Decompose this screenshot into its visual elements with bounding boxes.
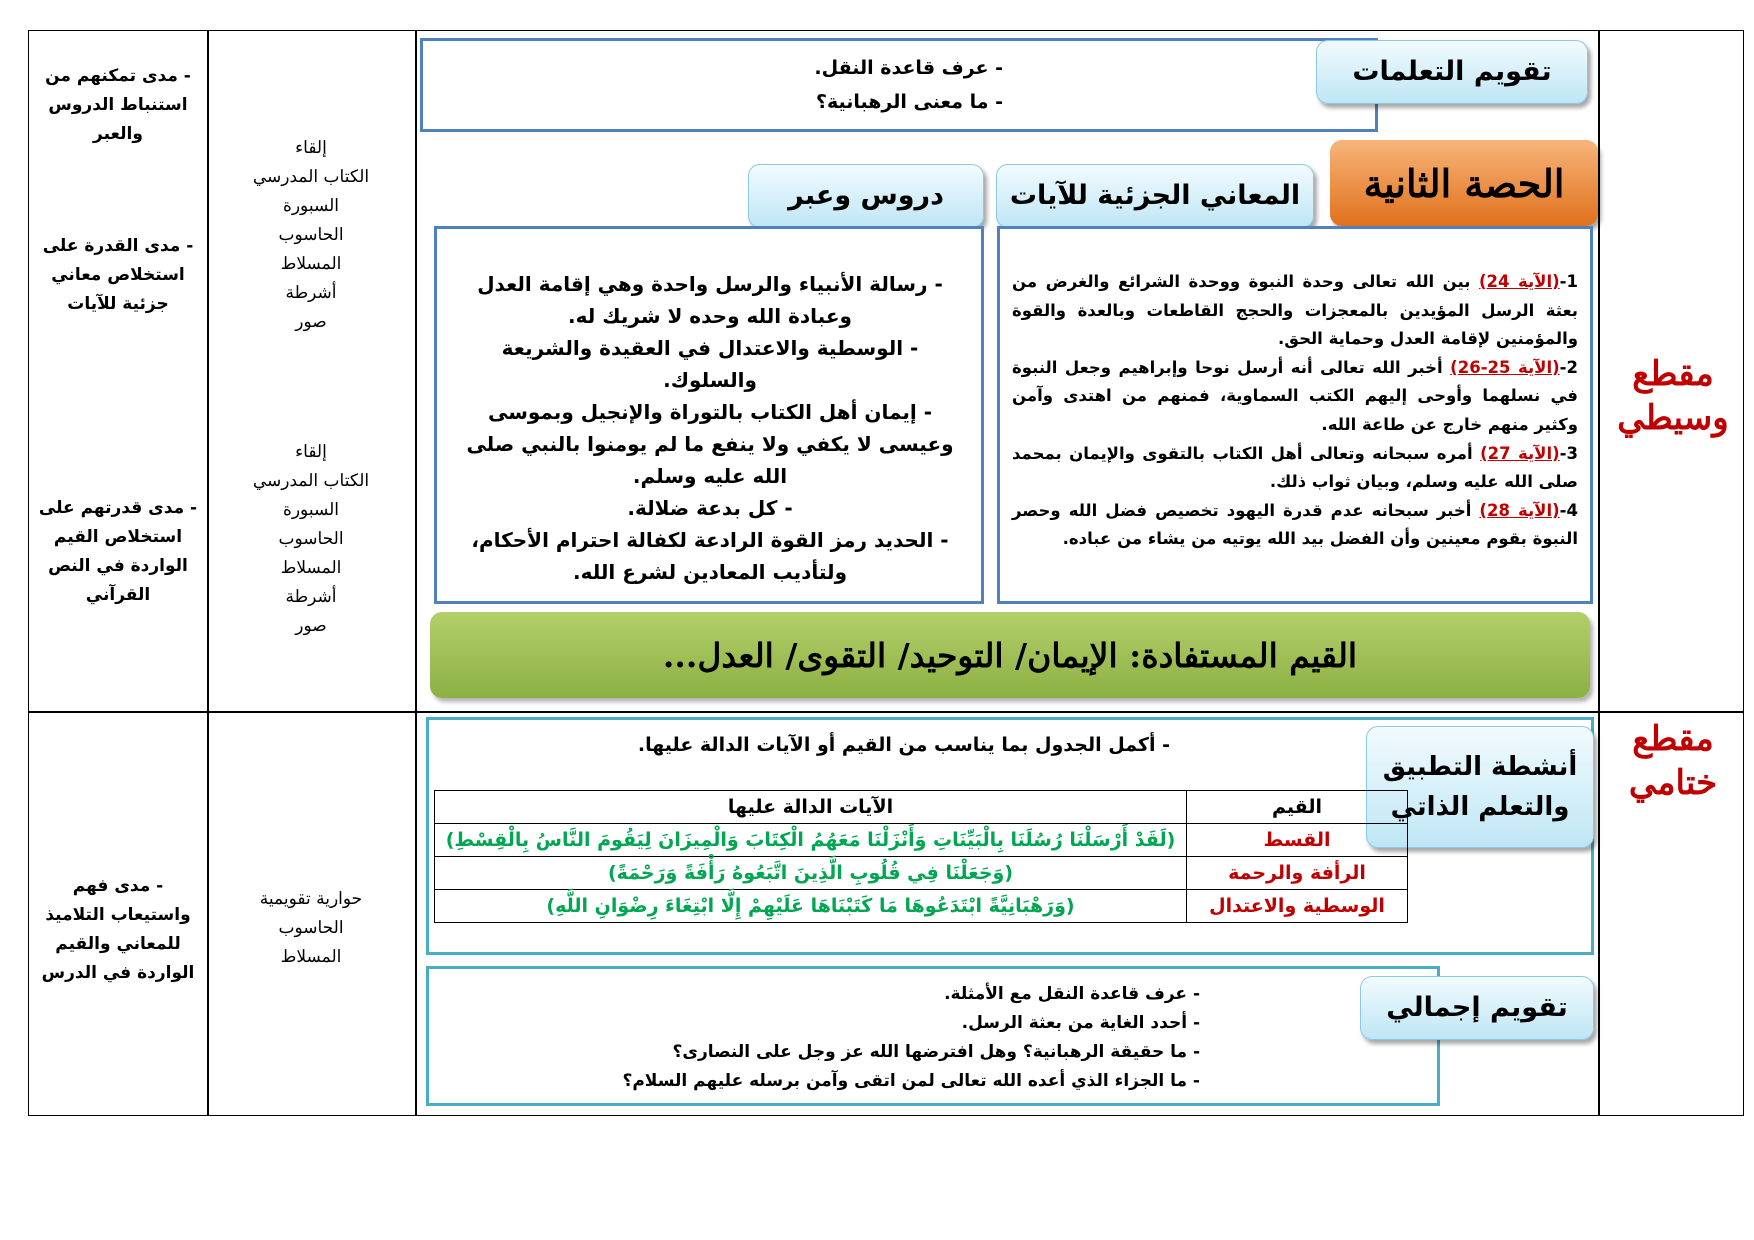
tool-item: صور xyxy=(295,312,327,332)
summative-item: - ما حقيقة الرهبانية؟ وهل افترضها الله عز وجل على النصارى؟ xyxy=(672,1042,1200,1062)
value-cell: الوسطية والاعتدال xyxy=(1187,890,1408,923)
row-divider xyxy=(28,711,1744,713)
summative-item: - أحدد الغاية من بعثة الرسل. xyxy=(961,1013,1200,1033)
tool-item: الكتاب المدرسي xyxy=(252,167,370,187)
verse-cell: (وَجَعَلْنَا فِي قُلُوبِ الَّذِينَ اتَّبَعُوهُ رَأْفَةً وَرَحْمَةً) xyxy=(435,857,1187,890)
application-instruction: - أكمل الجدول بما يناسب من القيم أو الآيات الدالة عليها. xyxy=(637,734,1170,756)
table-row xyxy=(435,857,1408,890)
tool-item: الحاسوب xyxy=(278,225,344,245)
col-divider-2 xyxy=(415,30,417,1116)
lesson-item: - إيمان أهل الكتاب بالتوراة والإنجيل وبموسى وعيسى لا يكفي ولا ينفع ما لم يومنوا بالنبي صلى الله عليه وسلم. xyxy=(466,400,954,488)
eval-learning-box xyxy=(420,38,1378,132)
tool-item: الحاسوب xyxy=(278,529,344,549)
summative-questions xyxy=(520,980,1200,1096)
tool-item: إلقاء xyxy=(295,138,327,158)
lesson-item: - كل بدعة ضلالة. xyxy=(627,496,793,520)
ayah-ref: (الآية 25-26) xyxy=(1450,357,1560,377)
lesson-item: - الحديد رمز القوة الرادعة لكفالة احترام الأحكام، ولتأديب المعادين لشرع الله. xyxy=(471,528,949,584)
eval-learning-questions xyxy=(423,51,1003,119)
ayah-ref: (الآية 28) xyxy=(1479,500,1560,520)
phase-final-label: مقطع ختامي xyxy=(1628,719,1718,803)
objective-1: - مدى تمكنهم من استنباط الدروس والعبر xyxy=(45,66,191,144)
tool-item: حوارية تقويمية xyxy=(259,889,363,909)
tools-set-3 xyxy=(215,885,407,972)
phase-middle-label: مقطع وسيطي xyxy=(1617,354,1729,438)
tool-item: صور xyxy=(295,616,327,636)
header-verses: الآيات الدالة عليها xyxy=(435,791,1187,824)
header-values: القيم xyxy=(1187,791,1408,824)
value-cell: الرأفة والرحمة xyxy=(1187,857,1408,890)
tool-item: المسلاط xyxy=(280,254,342,274)
col-divider-1 xyxy=(207,30,209,1116)
values-table xyxy=(434,790,1408,923)
eval-question: - ما معنى الرهبانية؟ xyxy=(815,91,1003,113)
objective-3: - مدى قدرتهم على استخلاص القيم الواردة في النص القرآني xyxy=(38,498,198,605)
meaning-item: 2-(الآية 25-26) أخبر الله تعالى أنه أرسل نوحا وإبراهيم وجعل النبوة في نسلهما وأوحى إليهم الكتب السماوية، فمنهم من اهتدى وآمن وكثير منهم خارج عن طاعة الله. xyxy=(1012,357,1578,434)
eval-question: - عرف قاعدة النقل. xyxy=(814,57,1003,79)
verse-cell: (وَرَهْبَانِيَّةً ابْتَدَعُوهَا مَا كَتَبْنَاهَا عَلَيْهِمْ إِلَّا ابْتِغَاءَ رِضْوَانِ اللَّهِ) xyxy=(435,890,1187,923)
tool-item: السبورة xyxy=(282,196,340,216)
tool-item: إلقاء xyxy=(295,442,327,462)
lesson-item: - رسالة الأنبياء والرسل واحدة وهي إقامة العدل وعبادة الله وحده لا شريك له. xyxy=(477,272,943,328)
summative-item: - ما الجزاء الذي أعده الله تعالى لمن اتقى وآمن برسله عليهم السلام؟ xyxy=(622,1071,1200,1091)
table-row xyxy=(435,890,1408,923)
meaning-item: 3-(الآية 27) أمره سبحانه وتعالى أهل الكتاب بالتقوى والإيمان بمحمد صلى الله عليه وسلم، وبيان ثواب ذلك. xyxy=(1012,443,1579,492)
objective-4: - مدى فهم واستيعاب التلاميذ للمعاني والقيم الواردة في الدرس xyxy=(41,876,195,983)
ayah-ref: (الآية 24) xyxy=(1478,272,1560,291)
table-header-row xyxy=(435,791,1408,824)
tool-item: السبورة xyxy=(282,500,340,520)
tool-item: المسلاط xyxy=(280,947,342,967)
meanings-title: المعاني الجزئية للآيات xyxy=(996,164,1314,228)
summative-title: تقويم إجمالي xyxy=(1360,976,1594,1040)
eval-learning-title: تقويم التعلمات xyxy=(1316,40,1588,104)
ayah-ref: (الآية 27) xyxy=(1480,443,1560,463)
objective-2: - مدى القدرة على استخلاص معاني جزئية للآيات xyxy=(42,236,194,314)
meanings-list xyxy=(1012,268,1578,554)
meaning-item: 4-(الآية 28) أخبر سبحانه عدم قدرة اليهود تخصيص فضل الله وحصر النبوة بقوم معينين وأن الفضل بيد الله يوتيه من يشاء من عباده. xyxy=(1012,500,1578,549)
tool-item: الحاسوب xyxy=(278,918,344,938)
values-banner: القيم المستفادة: الإيمان/ التوحيد/ التقوى/ العدل... xyxy=(430,612,1590,698)
summative-item: - عرف قاعدة النقل مع الأمثلة. xyxy=(944,984,1200,1004)
tool-item: المسلاط xyxy=(280,558,342,578)
value-cell: القسط xyxy=(1187,824,1408,857)
table-row xyxy=(435,824,1408,857)
tools-set-2 xyxy=(215,438,407,641)
meaning-item: 1-(الآية 24) بين الله تعالى وحدة النبوة ووحدة الشرائع والغرض من بعثة الرسل المؤيدين بالمعجزات والحجج القاطعات وبالعدة والقوة والمؤمنين لإقامة العدل وحماية الحق. xyxy=(1012,272,1578,349)
tools-set-1 xyxy=(215,134,407,337)
tool-item: أشرطة xyxy=(285,587,337,607)
lessons-title: دروس وعبر xyxy=(748,164,984,228)
tool-item: أشرطة xyxy=(285,283,337,303)
verse-cell: (لَقَدْ أَرْسَلْنَا رُسُلَنَا بِالْبَيِّنَاتِ وَأَنْزَلْنَا مَعَهُمُ الْكِتَابَ وَالْمِيزَانَ لِيَقُومَ النَّاسُ بِالْقِسْطِ) xyxy=(435,824,1187,857)
col-divider-3 xyxy=(1598,30,1600,1116)
application-title: أنشطة التطبيق والتعلم الذاتي xyxy=(1366,726,1594,848)
second-session-title: الحصة الثانية xyxy=(1330,140,1598,226)
lesson-item: - الوسطية والاعتدال في العقيدة والشريعة والسلوك. xyxy=(501,336,919,392)
lessons-list xyxy=(460,268,960,588)
tool-item: الكتاب المدرسي xyxy=(252,471,370,491)
